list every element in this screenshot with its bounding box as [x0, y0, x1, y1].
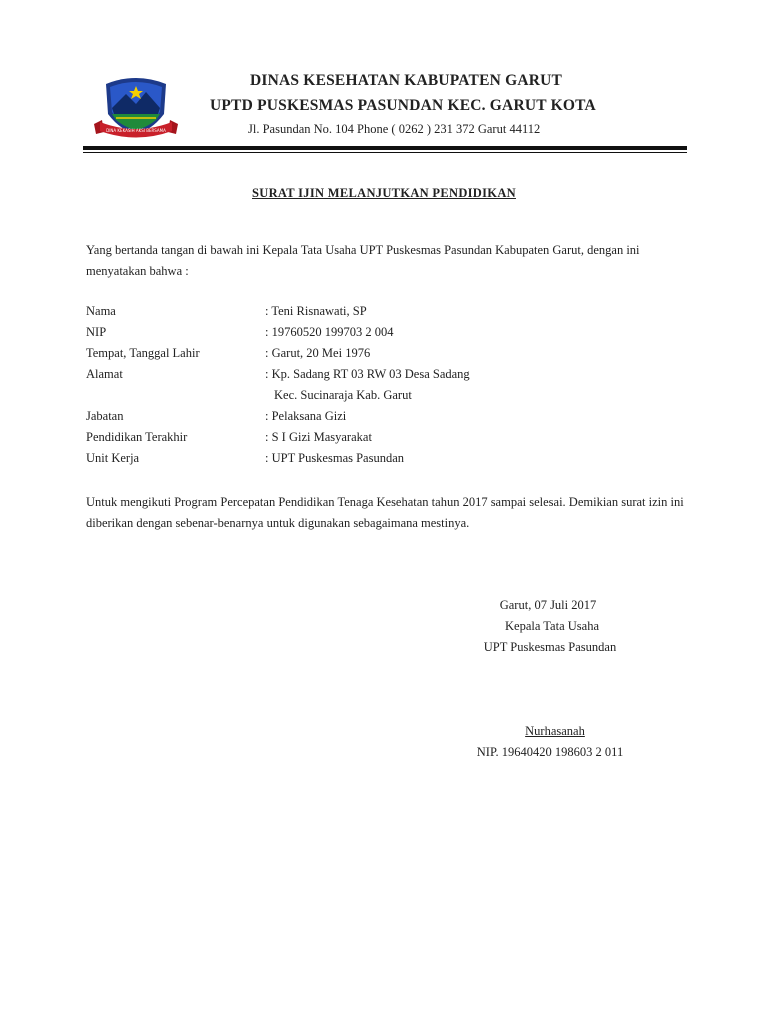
letter-title: SURAT IJIN MELANJUTKAN PENDIDIKAN — [252, 186, 516, 200]
field-value: : Teni Risnawati, SP — [265, 304, 367, 318]
field-value: : Garut, 20 Mei 1976 — [265, 346, 371, 360]
field-value: : UPT Puskesmas Pasundan — [265, 451, 405, 465]
field-value: : 19760520 199703 2 004 — [265, 325, 394, 339]
field-label: Unit Kerja — [86, 451, 140, 465]
field-label: Nama — [86, 304, 116, 318]
field-value: : S I Gizi Masyarakat — [265, 430, 372, 444]
field-label: Jabatan — [86, 409, 124, 423]
closing-paragraph: Untuk mengikuti Program Percepatan Pendidikan Tenaga Kesehatan tahun 2017 sampai selesai. Demikian surat izin ini diberikan dengan sebenar-benarnya untuk digunakan sebagaimana mestinya. — [86, 495, 684, 530]
letterhead-address: Jl. Pasundan No. 104 Phone ( 0262 ) 231 372 Garut 44112 — [248, 122, 541, 136]
field-label: NIP — [86, 325, 107, 339]
field-label: Pendidikan Terakhir — [86, 430, 188, 444]
signature-role: Kepala Tata Usaha — [505, 619, 599, 633]
letterhead-divider-thick — [83, 146, 687, 150]
field-label: Tempat, Tanggal Lahir — [86, 346, 200, 360]
garut-regency-logo-icon — [92, 74, 180, 140]
signature-name: Nurhasanah — [525, 724, 585, 738]
field-value: Kec. Sucinaraja Kab. Garut — [274, 388, 412, 402]
field-value: : Pelaksana Gizi — [265, 409, 347, 423]
field-value: : Kp. Sadang RT 03 RW 03 Desa Sadang — [265, 367, 470, 381]
signature-nip: NIP. 19640420 198603 2 011 — [476, 745, 624, 759]
signature-org: UPT Puskesmas Pasundan — [483, 640, 617, 654]
field-label: Alamat — [86, 367, 123, 381]
letterhead-agency: DINAS KESEHATAN KABUPATEN GARUT — [250, 72, 563, 89]
logo-ribbon-text: DINA KEKASIH AKSI BERSAMA — [106, 128, 166, 133]
intro-paragraph: Yang bertanda tangan di bawah ini Kepala Tata Usaha UPT Puskesmas Pasundan Kabupaten Garut, dengan ini menyatakan bahwa : — [86, 243, 640, 278]
letterhead-divider-thin — [83, 152, 687, 153]
signature-place-date: Garut, 07 Juli 2017 — [499, 598, 597, 612]
letterhead-unit: UPTD PUSKESMAS PASUNDAN KEC. GARUT KOTA — [210, 97, 596, 114]
